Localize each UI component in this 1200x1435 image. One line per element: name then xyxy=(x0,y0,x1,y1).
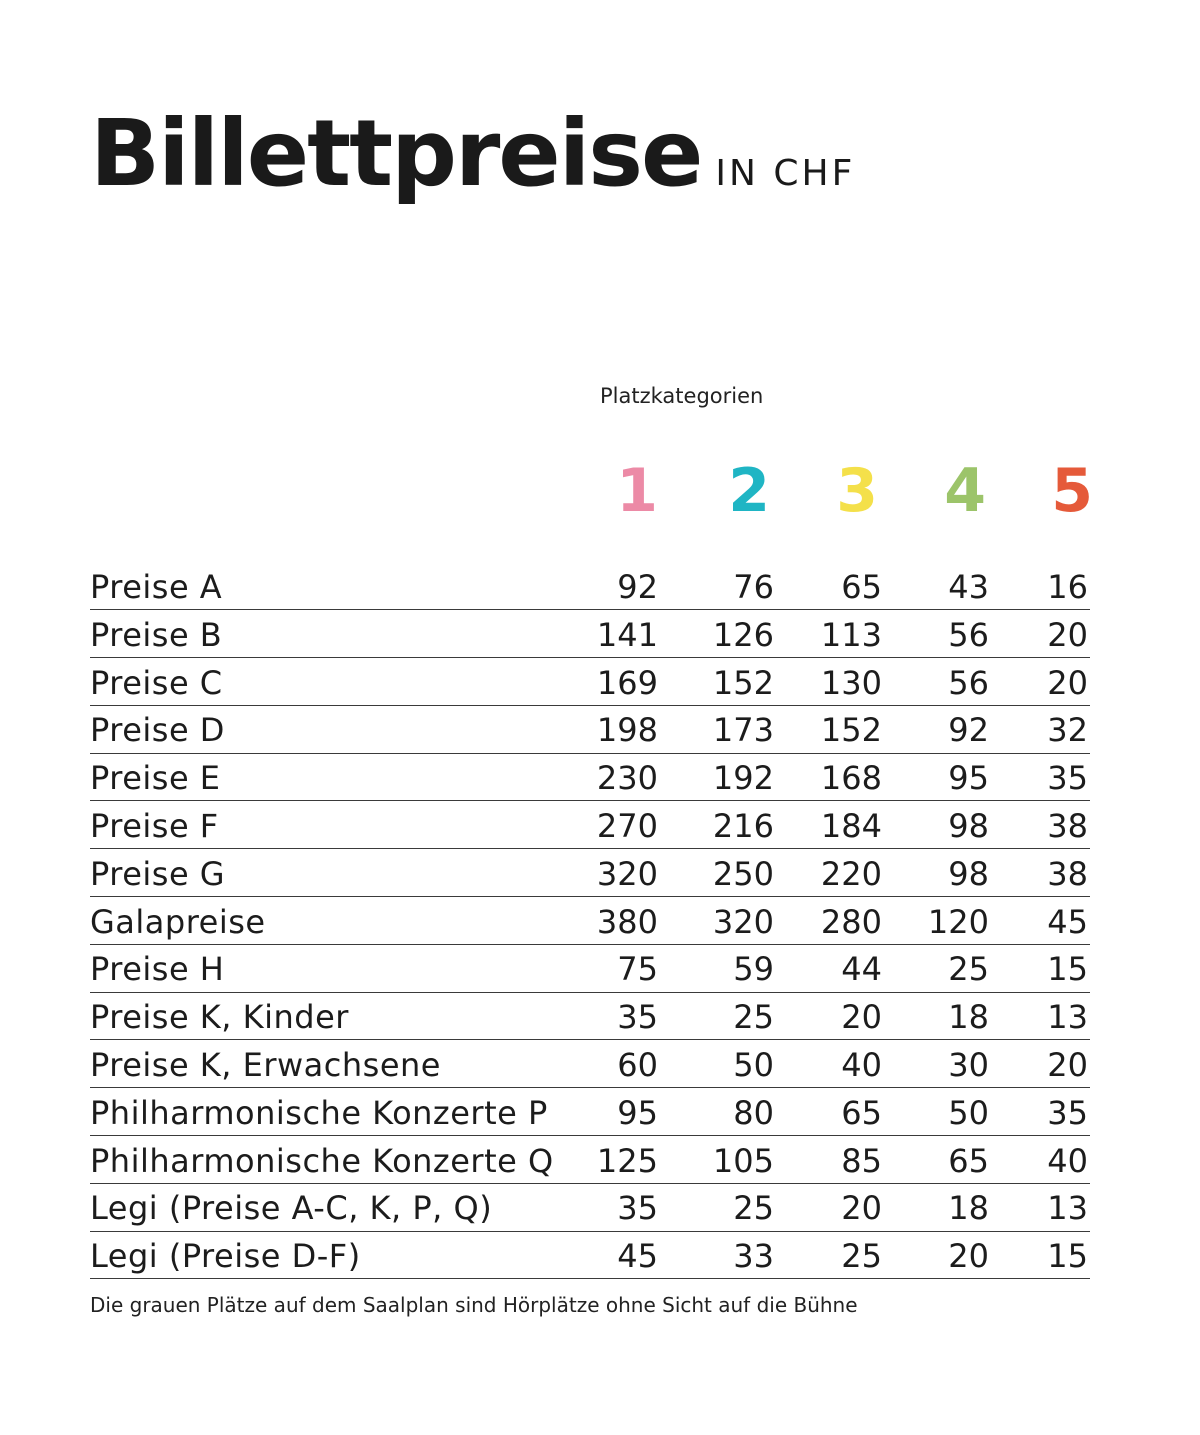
price-cell-category-5: 35 xyxy=(1047,1093,1088,1132)
price-cell-category-4: 30 xyxy=(948,1046,989,1084)
price-cell-category-3: 40 xyxy=(841,1046,882,1084)
table-row xyxy=(90,945,1090,992)
price-cell-category-2: 50 xyxy=(733,1046,774,1084)
price-cell-category-5: 15 xyxy=(1047,950,1088,989)
price-cell-category-4: 18 xyxy=(948,1189,989,1228)
price-cell-category-4: 92 xyxy=(948,711,989,750)
currency-unit: IN CHF xyxy=(715,153,856,194)
price-cell-category-4: 18 xyxy=(948,998,989,1037)
price-cell-category-1: 169 xyxy=(596,663,658,702)
table-row xyxy=(90,802,1090,849)
price-cell-category-1: 320 xyxy=(596,854,658,893)
price-cell-category-1: 380 xyxy=(596,902,658,941)
price-cell-category-5: 38 xyxy=(1047,807,1088,845)
price-cell-category-2: 173 xyxy=(712,711,774,750)
row-label: Preise K, Erwachsene xyxy=(90,1046,441,1084)
price-cell-category-4: 98 xyxy=(948,807,989,845)
row-label: Preise H xyxy=(90,950,225,989)
category-heading: Platzkategorien xyxy=(600,384,764,408)
price-cell-category-5: 13 xyxy=(1047,1189,1088,1228)
table-row xyxy=(90,993,1090,1040)
row-label: Legi (Preise D-F) xyxy=(90,1237,361,1276)
table-row xyxy=(90,1137,1090,1184)
price-cell-category-1: 95 xyxy=(617,1093,658,1132)
price-cell-category-2: 192 xyxy=(712,759,774,798)
price-cell-category-3: 184 xyxy=(820,807,882,845)
price-cell-category-4: 50 xyxy=(948,1093,989,1132)
row-label: Preise F xyxy=(90,807,219,845)
price-cell-category-5: 16 xyxy=(1047,568,1088,606)
price-cell-category-3: 113 xyxy=(820,615,882,654)
price-cell-category-2: 152 xyxy=(712,663,774,702)
table-row xyxy=(90,706,1090,753)
price-cell-category-1: 125 xyxy=(596,1141,658,1180)
price-cell-category-1: 75 xyxy=(617,950,658,989)
price-cell-category-2: 33 xyxy=(733,1237,774,1276)
price-cell-category-1: 270 xyxy=(596,807,658,845)
price-cell-category-2: 250 xyxy=(712,854,774,893)
price-cell-category-2: 25 xyxy=(733,1189,774,1228)
category-4-number: 4 xyxy=(944,456,986,526)
price-cell-category-2: 216 xyxy=(712,807,774,845)
table-row xyxy=(90,611,1090,658)
price-cell-category-1: 141 xyxy=(596,615,658,654)
price-cell-category-4: 65 xyxy=(948,1141,989,1180)
price-cell-category-5: 20 xyxy=(1047,663,1088,702)
table-row xyxy=(90,898,1090,945)
price-cell-category-3: 65 xyxy=(841,568,882,606)
price-cell-category-1: 35 xyxy=(617,998,658,1037)
price-cell-category-4: 56 xyxy=(948,615,989,654)
row-label: Philharmonische Konzerte P xyxy=(90,1093,548,1132)
price-cell-category-2: 59 xyxy=(733,950,774,989)
price-cell-category-4: 20 xyxy=(948,1237,989,1276)
price-cell-category-1: 45 xyxy=(617,1237,658,1276)
price-cell-category-4: 120 xyxy=(927,902,989,941)
price-cell-category-4: 25 xyxy=(948,950,989,989)
table-row xyxy=(90,1089,1090,1136)
price-cell-category-5: 13 xyxy=(1047,998,1088,1037)
row-label: Preise D xyxy=(90,711,225,750)
price-cell-category-5: 15 xyxy=(1047,1237,1088,1276)
price-cell-category-2: 76 xyxy=(733,568,774,606)
price-cell-category-1: 35 xyxy=(617,1189,658,1228)
price-cell-category-3: 130 xyxy=(820,663,882,702)
page-header xyxy=(90,100,855,207)
price-cell-category-2: 320 xyxy=(712,902,774,941)
row-label: Preise C xyxy=(90,663,223,702)
price-cell-category-2: 80 xyxy=(733,1093,774,1132)
row-label: Preise B xyxy=(90,615,223,654)
table-row xyxy=(90,1184,1090,1231)
row-label: Preise G xyxy=(90,854,226,893)
table-row xyxy=(90,850,1090,897)
row-label: Galapreise xyxy=(90,902,266,941)
price-cell-category-1: 230 xyxy=(596,759,658,798)
price-cell-category-3: 280 xyxy=(820,902,882,941)
table-row xyxy=(90,563,1090,610)
price-cell-category-3: 168 xyxy=(820,759,882,798)
price-cell-category-2: 126 xyxy=(712,615,774,654)
row-label: Legi (Preise A-C, K, P, Q) xyxy=(90,1189,493,1228)
price-cell-category-5: 32 xyxy=(1047,711,1088,750)
table-row xyxy=(90,1041,1090,1088)
row-label: Preise A xyxy=(90,568,223,606)
price-cell-category-4: 43 xyxy=(948,568,989,606)
category-1-number: 1 xyxy=(616,456,658,526)
page-title: Billettpreise xyxy=(90,100,702,207)
price-cell-category-5: 40 xyxy=(1047,1141,1088,1180)
price-cell-category-5: 20 xyxy=(1047,615,1088,654)
table-row xyxy=(90,659,1090,706)
price-cell-category-5: 45 xyxy=(1047,902,1088,941)
category-3-number: 3 xyxy=(836,456,878,526)
row-label: Philharmonische Konzerte Q xyxy=(90,1141,554,1180)
category-5-number: 5 xyxy=(1051,456,1093,526)
price-cell-category-4: 56 xyxy=(948,663,989,702)
price-cell-category-3: 85 xyxy=(841,1141,882,1180)
price-cell-category-3: 65 xyxy=(841,1093,882,1132)
price-cell-category-4: 98 xyxy=(948,854,989,893)
category-2-number: 2 xyxy=(728,456,770,526)
price-cell-category-1: 60 xyxy=(617,1046,658,1084)
price-cell-category-3: 220 xyxy=(820,854,882,893)
table-row xyxy=(90,754,1090,801)
price-cell-category-3: 20 xyxy=(841,998,882,1037)
price-cell-category-4: 95 xyxy=(948,759,989,798)
price-cell-category-5: 20 xyxy=(1047,1046,1088,1084)
price-cell-category-3: 152 xyxy=(820,711,882,750)
row-label: Preise K, Kinder xyxy=(90,998,349,1037)
price-cell-category-2: 105 xyxy=(712,1141,774,1180)
price-cell-category-1: 92 xyxy=(617,568,658,606)
row-label: Preise E xyxy=(90,759,221,798)
price-cell-category-3: 25 xyxy=(841,1237,882,1276)
category-number-row xyxy=(580,455,1093,530)
price-cell-category-3: 20 xyxy=(841,1189,882,1228)
price-cell-category-5: 35 xyxy=(1047,759,1088,798)
price-cell-category-1: 198 xyxy=(596,711,658,750)
footnote: Die grauen Plätze auf dem Saalplan sind Hörplätze ohne Sicht auf die Bühne xyxy=(90,1293,858,1317)
price-cell-category-5: 38 xyxy=(1047,854,1088,893)
price-cell-category-2: 25 xyxy=(733,998,774,1037)
price-cell-category-3: 44 xyxy=(841,950,882,989)
table-row xyxy=(90,1232,1090,1279)
